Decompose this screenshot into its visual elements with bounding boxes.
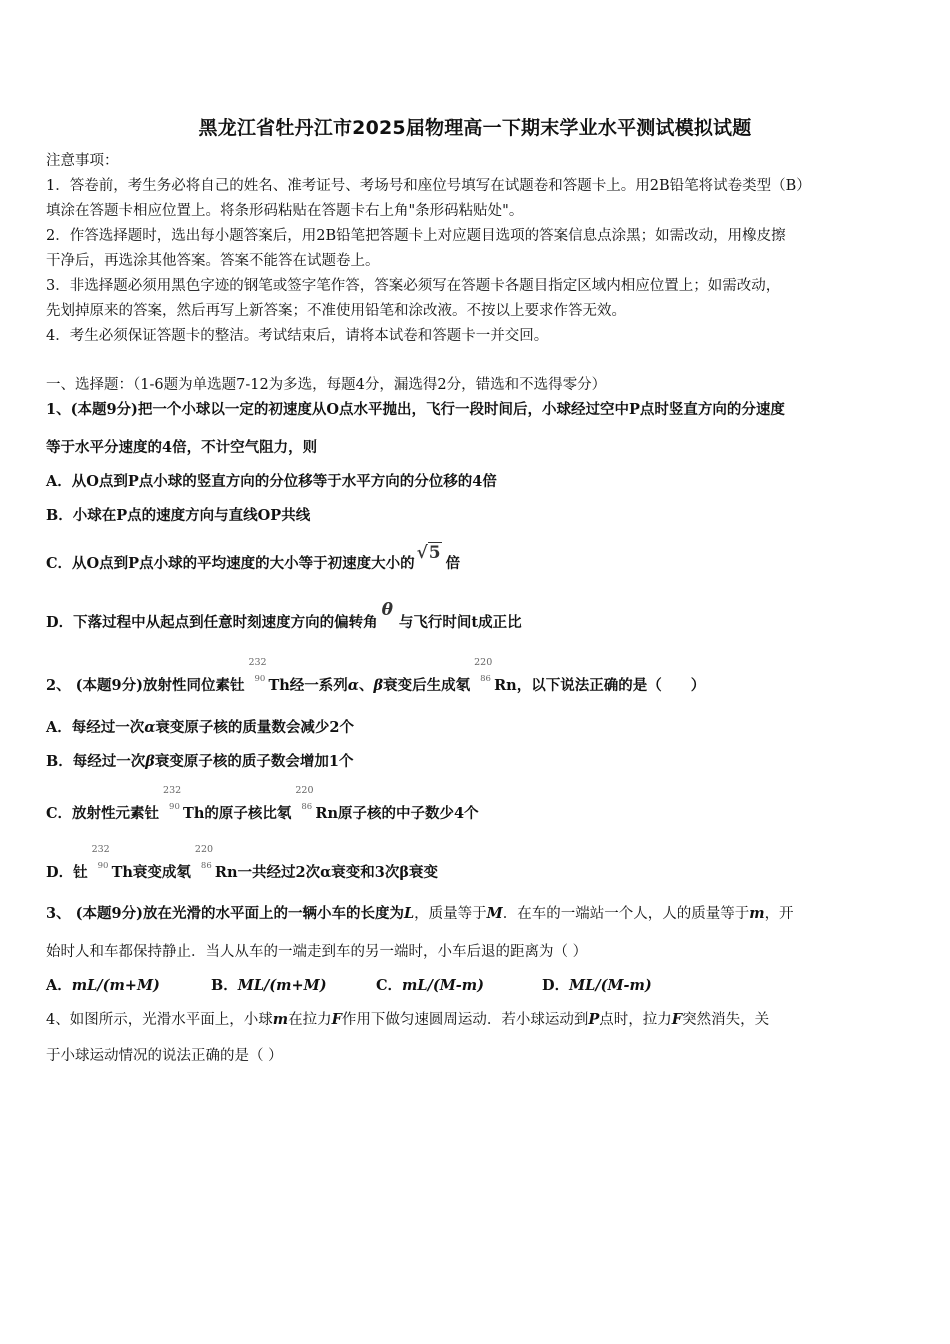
sqrt-symbol: √5 [416,543,441,563]
q2-separator: 、 [358,677,374,694]
q2-option-c-mid: Th的原子核比氡 [183,805,292,822]
q1-option-c-text: C．从O点到P点小球的平均速度的大小等于初速度大小的 [46,555,415,572]
var-P: P [588,1011,600,1028]
radon-nuclide [191,844,215,877]
var-M: M [486,905,503,922]
radon-nuclide [470,657,494,690]
theta-symbol: θ [381,600,393,620]
thorium-atomic-number: 90 [169,802,180,812]
q3-option-b [211,975,376,997]
thorium-atomic-number: 90 [254,674,266,684]
q1-stem-line2: 等于水平分速度的4倍，不计空气阻力，则 [46,439,318,456]
notice-item-3a: 3．非选择题必须用黑色字迹的钢笔或签字笔作答，答案必须写在答题卡各题目指定区域内相应位置上；如需改动， [46,278,781,294]
q4-stem-line1 [46,1009,769,1031]
section-heading: 一、选择题：（1-6题为单选题7-12为多选，每题4分，漏选得2分，错选和不选得零分） [46,377,607,393]
q2-option-d-text: D．钍 [46,864,88,881]
q1-stem-line1: 1、(本题9分)把一个小球以一定的初速度从O点水平抛出，飞行一段时间后，小球经过空中P点时竖直方向的分速度 [46,401,785,418]
q4-stem-part3: 作用下做匀速圆周运动．若小球运动到 [341,1012,589,1028]
radon-nuclide [291,785,315,818]
notice-item-4: 4．考生必须保证答题卡的整洁。考试结束后，请将本试卷和答题卡一并交回。 [46,328,549,344]
var-L: L [403,905,415,922]
q4-stem-part1: 4、如图所示，光滑水平面上，小球 [46,1012,273,1028]
q2-stem-part1: 2、 (本题9分)放射性同位素钍 [46,677,245,694]
thorium-nuclide [244,657,268,690]
q3-option-d-value: ML/(M-m) [569,977,652,994]
q3-stem-part4: ，开 [764,906,794,922]
q1-option-a: A．从O点到P点小球的竖直方向的分位移等于水平方向的分位移的4倍 [46,473,497,490]
q3-option-c-value: mL/(M-m) [402,977,485,994]
q1-option-c [46,543,461,575]
thorium-nuclide [159,785,183,818]
q2-option-d [46,844,438,884]
q1-option-d-text: D．下落过程中从起点到任意时刻速度方向的偏转角 [46,614,378,631]
q2-option-a-suffix: 衰变原子核的质量数会减少2个 [155,719,355,736]
q2-option-b-suffix: 衰变原子核的质子数会增加1个 [154,753,354,770]
thorium-atomic-number: 90 [97,861,109,871]
q3-option-a [46,975,211,997]
q3-stem-part3: ．在车的一端站一个人，人的质量等于 [502,906,750,922]
q3-stem-part1: 3、 (本题9分)放在光滑的水平面上的一辆小车的长度为 [46,905,404,922]
q3-option-d [542,975,652,997]
var-F: F [331,1011,342,1028]
sqrt-radicand: 5 [428,543,441,563]
q2-option-b [46,751,354,773]
q4-stem-part5: 突然消失，关 [682,1012,770,1028]
q2-option-d-mid: Th衰变成氡 [111,864,191,881]
q1-option-d [46,600,522,634]
notice-heading: 注意事项： [46,153,119,169]
q3-option-d-label: D． [542,977,570,994]
q4-stem-part2: 在拉力 [288,1012,332,1028]
q3-option-b-value: ML/(m+M) [237,977,327,994]
q1-option-d-suffix: 与飞行时间t成正比 [398,614,522,631]
q2-option-c-text: C．放射性元素钍 [46,805,160,822]
q3-stem-part2: ，质量等于 [414,906,487,922]
thorium-mass-number: 232 [163,785,182,796]
thorium-nuclide [88,844,112,877]
thorium-mass-number: 232 [91,844,110,855]
radon-atomic-number: 86 [480,674,491,684]
notice-item-1a: 1．答卷前，考生务必将自己的姓名、准考证号、考场号和座位号填写在试题卷和答题卡上。用2B铅笔将试卷类型（B） [46,178,811,194]
q3-stem-line2: 始时人和车都保持静止．当人从车的一端走到车的另一端时，小车后退的距离为（ ） [46,944,588,960]
q3-option-c [376,975,542,997]
q3-option-b-label: B． [211,977,238,994]
radon-atomic-number: 86 [200,861,212,871]
q1-option-b: B．小球在P点的速度方向与直线OP共线 [46,507,311,524]
q2-stem-part3: 衰变后生成氡 [383,677,471,694]
notice-item-3b: 先划掉原来的答案，然后再写上新答案；不准使用铅笔和涂改液。不按以上要求作答无效。 [46,303,626,319]
notice-item-1b: 填涂在答题卡相应位置上。将条形码粘贴在答题卡右上角"条形码粘贴处"。 [46,203,524,219]
thorium-mass-number: 232 [248,657,267,668]
page-title: 黑龙江省牡丹江市2025届物理高一下期末学业水平测试模拟试题 [198,117,752,139]
q3-option-a-label: A． [46,977,72,994]
radon-mass-number: 220 [474,657,493,668]
notice-item-2a: 2．作答选择题时，选出每小题答案后，用2B铅笔把答题卡上对应题目选项的答案信息点涂黑；如需改动，用橡皮擦 [46,228,786,244]
q3-stem-line1 [46,903,794,925]
q3-option-a-value: mL/(m+M) [71,977,160,994]
q1-option-c-suffix: 倍 [445,555,461,572]
q4-stem-part4: 点时，拉力 [599,1012,672,1028]
radon-atomic-number: 86 [301,802,313,812]
q2-option-a [46,717,354,739]
q2-stem-part2: Th经一系列 [268,677,348,694]
q2-option-b-text: B．每经过一次 [46,753,146,770]
q2-option-c [46,785,479,825]
q3-option-c-label: C． [376,977,403,994]
notice-item-2b: 干净后，再选涂其他答案。答案不能答在试题卷上。 [46,253,380,269]
q2-option-c-suffix: Rn原子核的中子数少4个 [315,805,479,822]
beta-symbol: β [373,677,384,694]
beta-symbol: β [145,753,155,770]
var-F: F [671,1011,683,1028]
q2-stem [46,657,706,697]
q3-options [46,975,652,997]
alpha-symbol: α [144,719,156,736]
var-m: m [749,905,765,922]
q4-stem-line2: 于小球运动情况的说法正确的是（ ） [46,1048,283,1064]
q2-stem-part4: Rn，以下说法正确的是（ ） [494,677,706,694]
q2-option-d-suffix: Rn一共经过2次α衰变和3次β衰变 [214,864,438,881]
radon-mass-number: 220 [295,785,314,796]
var-m: m [272,1011,289,1028]
radon-mass-number: 220 [194,844,214,855]
alpha-symbol: α [347,677,359,694]
q2-option-a-text: A．每经过一次 [46,719,145,736]
